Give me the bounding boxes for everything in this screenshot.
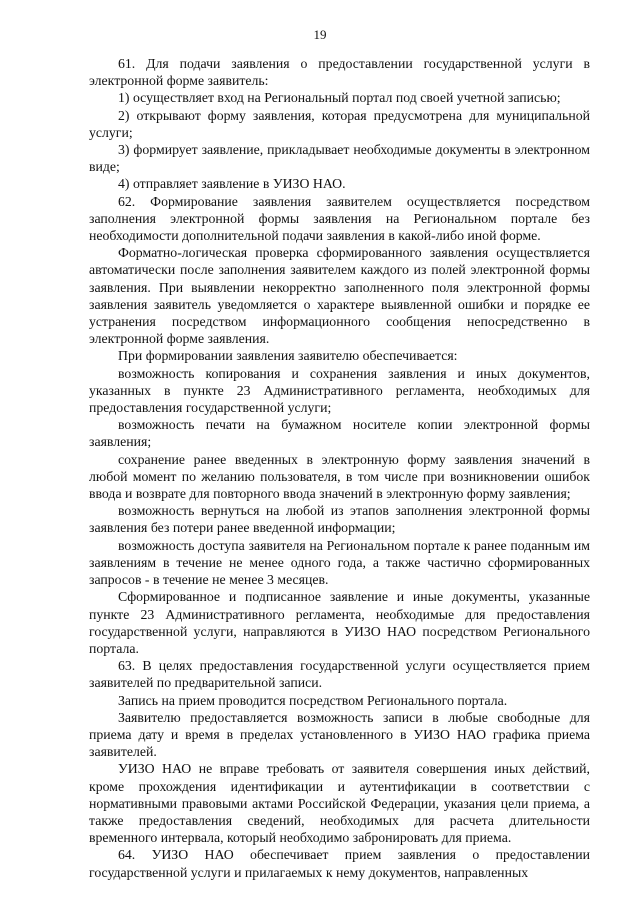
page-number: 19 xyxy=(313,27,327,42)
paragraph-61: 61. Для подачи заявления о предоставлении государственной услуги в электронной форме заявитель: xyxy=(89,56,590,89)
paragraph-access: возможность доступа заявителя на Региональном портале к ранее поданным им заявлениям в течение не менее одного года, а также частично сформированных запросов - в течение не менее 3 месяцев. xyxy=(89,537,590,588)
paragraph-provided: При формировании заявления заявителю обеспечивается: xyxy=(118,348,458,364)
paragraph-booking: Заявителю предоставляется возможность записи в любые свободные для приема дату и время в пределах установленного в УИЗО НАО графика приема заявителей. xyxy=(89,709,590,760)
paragraph-appointment: Запись на прием проводится посредством Регионального портала. xyxy=(118,692,508,708)
paragraph-no-require: УИЗО НАО не вправе требовать от заявителя совершения иных действий, кроме прохождения идентификации и аутентификации в соответствии с нормативными правовыми актами Российской Федерации, указания цели приема, а также предоставления сведений, необходимых для расчета длительности временного интервала, который необходимо забронировать для приема. xyxy=(89,761,590,846)
list-item-3: 3) формирует заявление, прикладывает необходимые документы в электронном виде; xyxy=(89,142,590,175)
body-text xyxy=(89,55,590,881)
paragraph-print: возможность печати на бумажном носителе копии электронной формы заявления; xyxy=(89,417,590,450)
paragraph-64: 64. УИЗО НАО обеспечивает прием заявления о предоставлении государственной услуги и прилагаемых к нему документов, направленных xyxy=(89,847,590,880)
list-item-4: 4) отправляет заявление в УИЗО НАО. xyxy=(118,176,346,192)
paragraph-62: 62. Формирование заявления заявителем осуществляется посредством заполнения электронной формы заявления на Региональном портале без необходимости дополнительной подачи заявления в какой-либо иной форме. xyxy=(89,193,590,244)
paragraph-63: 63. В целях предоставления государственной услуги осуществляется прием заявителей по предварительной записи. xyxy=(89,658,590,691)
list-item-1: 1) осуществляет вход на Региональный портал под своей учетной записью; xyxy=(118,90,561,106)
paragraph-save-values: сохранение ранее введенных в электронную форму заявления значений в любой момент по желанию пользователя, в том числе при возникновении ошибок ввода и возврате для повторного ввода значений в электронную форму заявления; xyxy=(89,451,590,502)
paragraph-signed: Сформированное и подписанное заявление и иные документы, указанные пункте 23 Административного регламента, необходимые для предоставления государственной услуги, направляются в УИЗО НАО посредством Регионального портала. xyxy=(89,589,590,656)
paragraph-format-check: Форматно-логическая проверка сформированного заявления осуществляется автоматически после заполнения заявителем каждого из полей электронной формы заявления. При выявлении некорректно заполненного поля электронной формы заявления заявитель уведомляется о характере выявленной ошибки и порядке ее устранения посредством информационного сообщения непосредственно в электронной форме заявления. xyxy=(89,245,590,347)
list-item-2: 2) открывают форму заявления, которая предусмотрена для муниципальной услуги; xyxy=(89,107,590,140)
paragraph-return-stage: возможность вернуться на любой из этапов заполнения электронной формы заявления без потери ранее введенной информации; xyxy=(89,503,590,536)
paragraph-copy-save: возможность копирования и сохранения заявления и иных документов, указанных в пункте 23 Административного регламента, необходимых для предоставления государственной услуги; xyxy=(89,365,590,416)
